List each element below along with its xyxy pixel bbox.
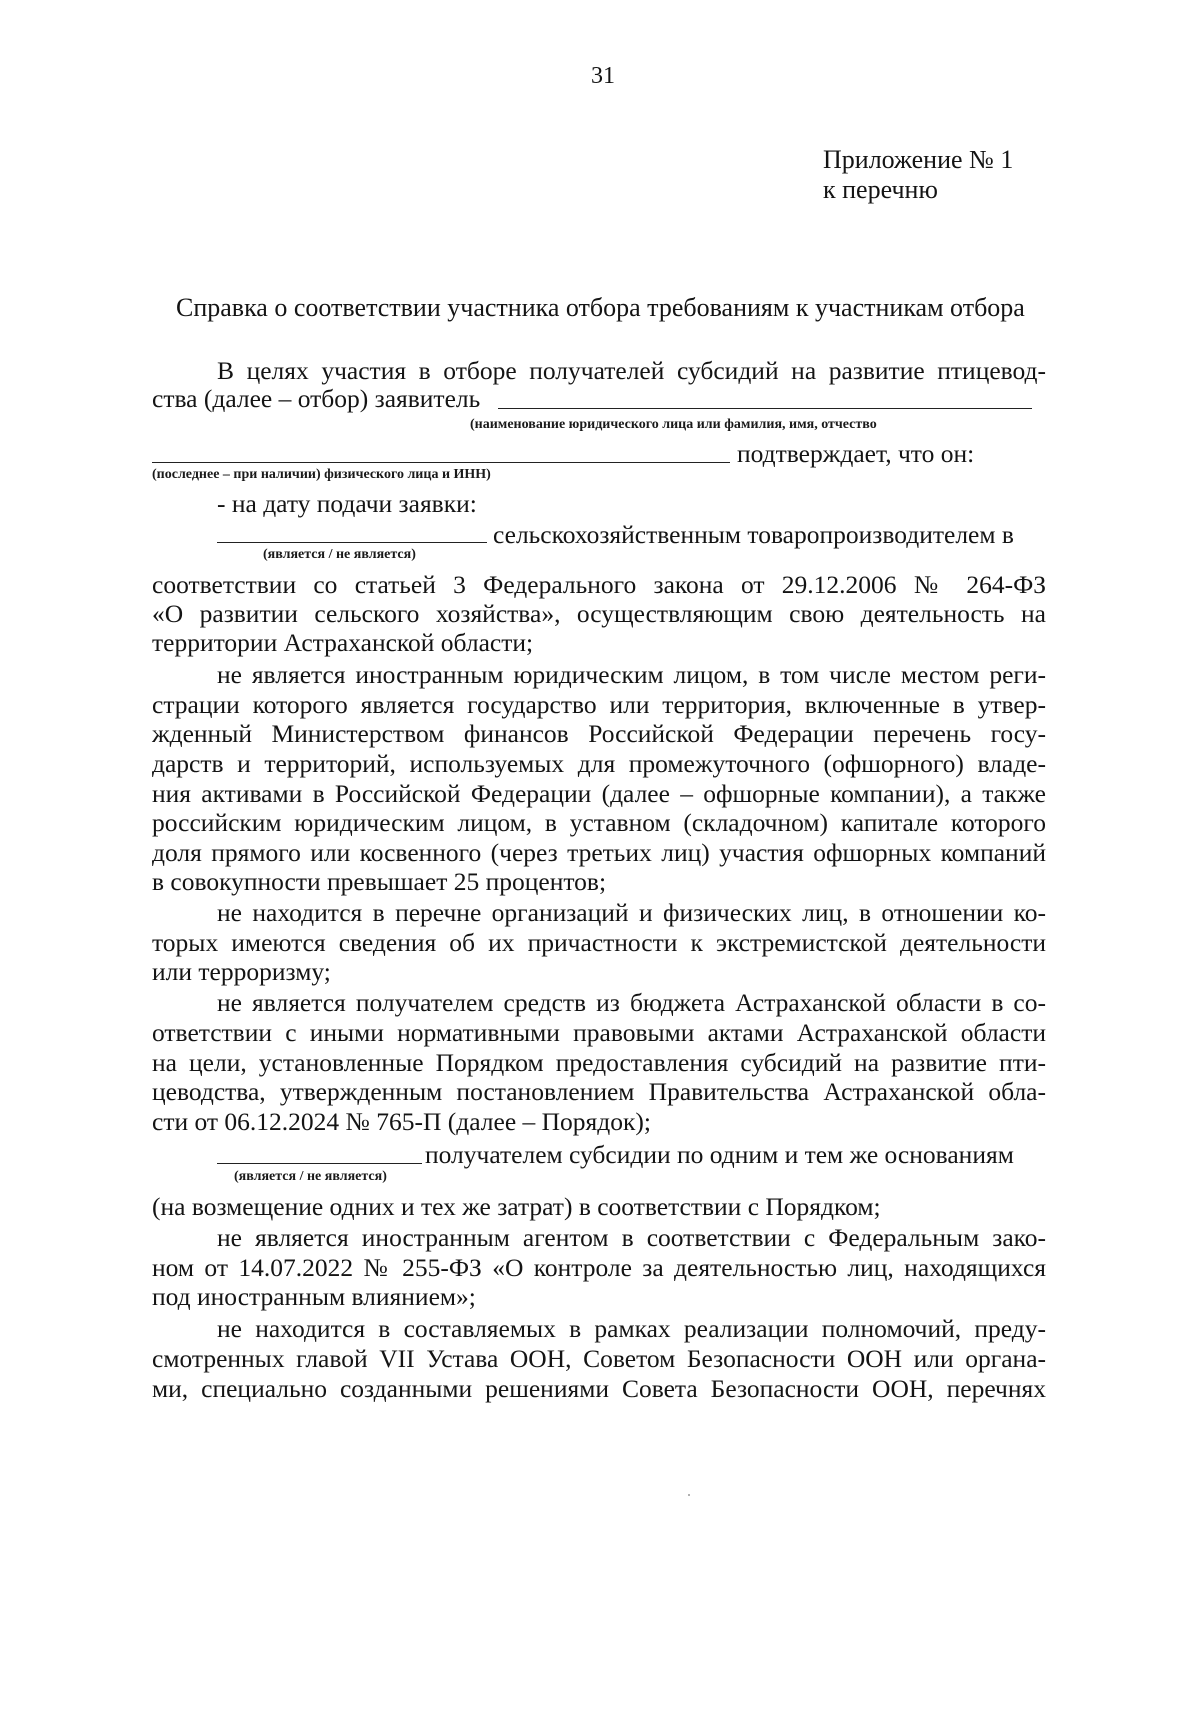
applicant-name-field-cont[interactable] xyxy=(152,462,730,463)
confirms-text: подтверждает, что он: xyxy=(737,439,975,468)
extremism-line-3: или терроризму; xyxy=(152,957,331,986)
offshore-line-2: страции которого является государство или территория, включенные в утвер- xyxy=(152,690,1046,719)
offshore-line-8: в совокупности превышает 25 процентов; xyxy=(152,867,607,896)
document-title: Справка о соответствии участника отбора требованиям к участникам отбора xyxy=(176,293,1025,322)
offshore-line-6: российским юридическим лицом, в уставном (складочном) капитале которого xyxy=(152,808,1046,837)
offshore-line-5: ния активами в Российской Федерации (далее – офшорные компании), а также xyxy=(152,779,1046,808)
producer-line-3: территории Астраханской области; xyxy=(152,628,534,657)
date-label: - на дату подачи заявки: xyxy=(217,489,477,518)
applicant-name-field[interactable] xyxy=(498,408,1032,409)
subsidy-status-hint: (является / не является) xyxy=(234,1169,387,1184)
producer-line-2: «О развитии сельского хозяйства», осуществляющим свою деятельность на xyxy=(152,599,1046,628)
producer-status-field[interactable] xyxy=(217,542,487,543)
offshore-line-1: не является иностранным юридическим лицом, в том числе местом реги- xyxy=(217,660,1046,689)
page-number: 31 xyxy=(591,63,615,89)
applicant-name-hint: (наименование юридического лица или фамилия, имя, отчество xyxy=(470,417,877,432)
subsidy-line-2: (на возмещение одних и тех же затрат) в соответствии с Порядком; xyxy=(152,1192,881,1221)
offshore-line-4: дарств и территорий, используемых для промежуточного (офшорного) владе- xyxy=(152,749,1046,778)
intro-line-2: ства (далее – отбор) заявитель xyxy=(152,384,481,413)
producer-text: сельскохозяйственным товаропроизводителем в xyxy=(493,520,1014,549)
subsidy-status-field[interactable] xyxy=(217,1163,422,1164)
un-line-3: ми, специально созданными решениями Совета Безопасности ООН, перечнях xyxy=(152,1374,1046,1403)
appendix-reference: к перечню xyxy=(823,175,938,204)
scan-speck xyxy=(688,1494,690,1496)
budget-line-4: цеводства, утвержденным постановлением Правительства Астраханской обла- xyxy=(152,1077,1046,1106)
producer-status-hint: (является / не является) xyxy=(263,547,416,562)
extremism-line-2: торых имеются сведения об их причастности к экстремистской деятельности xyxy=(152,928,1046,957)
appendix-number: Приложение № 1 xyxy=(823,145,1014,174)
budget-line-5: сти от 06.12.2024 № 765-П (далее – Порядок); xyxy=(152,1107,651,1136)
extremism-line-1: не находится в перечне организаций и физических лиц, в отношении ко- xyxy=(217,898,1046,927)
un-line-1: не находится в составляемых в рамках реализации полномочий, преду- xyxy=(217,1314,1046,1343)
subsidy-text: получателем субсидии по одним и тем же основаниям xyxy=(425,1140,1014,1169)
producer-line-1: соответствии со статьей 3 Федерального закона от 29.12.2006 № 264-ФЗ xyxy=(152,570,1046,599)
un-line-2: смотренных главой VII Устава ООН, Советом Безопасности ООН или органа- xyxy=(152,1344,1046,1373)
agent-line-2: ном от 14.07.2022 № 255-ФЗ «О контроле за деятельностью лиц, находящихся xyxy=(152,1253,1046,1282)
budget-line-2: ответствии с иными нормативными правовыми актами Астраханской области xyxy=(152,1018,1046,1047)
agent-line-3: под иностранным влиянием»; xyxy=(152,1282,476,1311)
budget-line-3: на цели, установленные Порядком предоставления субсидий на развитие пти- xyxy=(152,1048,1046,1077)
applicant-inn-hint: (последнее – при наличии) физического лица и ИНН) xyxy=(152,467,491,482)
intro-line-1: В целях участия в отборе получателей субсидий на развитие птицевод- xyxy=(217,356,1046,385)
offshore-line-3: жденный Министерством финансов Российской Федерации перечень госу- xyxy=(152,719,1046,748)
offshore-line-7: доля прямого или косвенного (через третьих лиц) участия офшорных компаний xyxy=(152,838,1046,867)
budget-line-1: не является получателем средств из бюджета Астраханской области в со- xyxy=(217,988,1046,1017)
agent-line-1: не является иностранным агентом в соответствии с Федеральным зако- xyxy=(217,1223,1046,1252)
